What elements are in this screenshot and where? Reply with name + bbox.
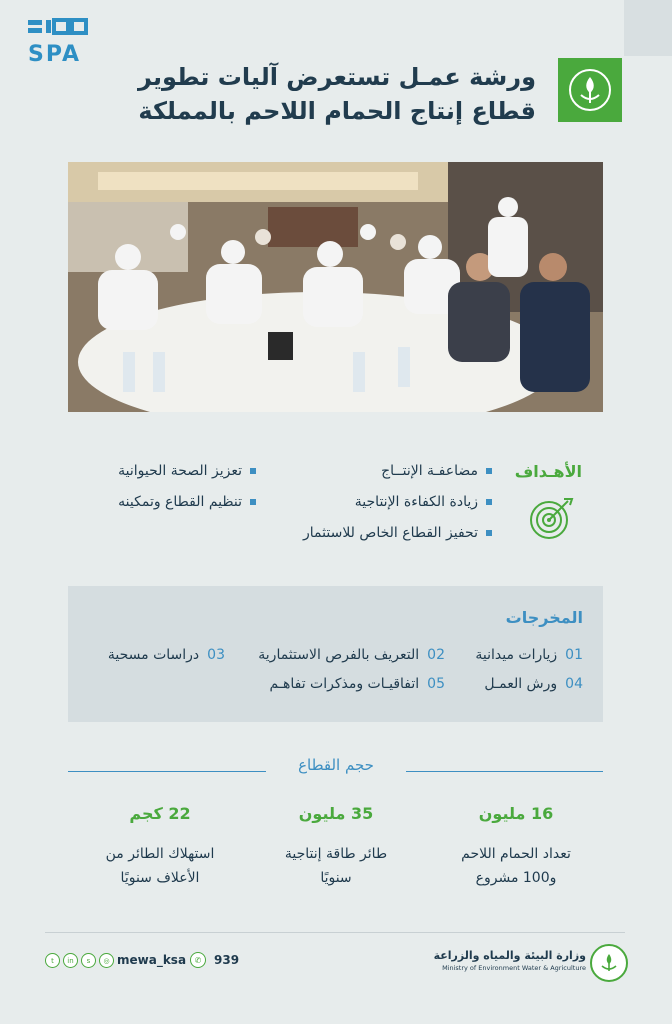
ministry-logo-icon [590, 944, 628, 982]
bullet-icon [486, 530, 492, 536]
goal-item: تحفيز القطاع الخاص للاستثمار [303, 525, 492, 541]
footer-divider [45, 932, 625, 933]
stat-description: استهلاك الطائر من الأعلاف سنويًا [105, 846, 215, 886]
title-line-1: ورشة عمـل تستعرض آليات تطوير [138, 63, 536, 91]
outputs-heading: المخرجات [505, 608, 583, 627]
page-title [116, 60, 536, 128]
output-item: 05اتفاقيـات ومذكرات تفاهـم [269, 676, 445, 692]
spa-wordmark-arabic [28, 18, 88, 40]
output-item: 02التعريف بالفرص الاستثمارية [258, 647, 445, 663]
linkedin-icon[interactable]: in [63, 953, 78, 968]
snapchat-icon[interactable]: s [81, 953, 96, 968]
ministry-name-arabic: وزارة البيئة والمياه والزراعة [433, 949, 586, 962]
goal-item: مضاعفـة الإنتــاج [381, 463, 492, 479]
goal-item: زيادة الكفاءة الإنتاجية [355, 494, 492, 510]
target-icon [528, 495, 574, 541]
ministry-emblem-icon [558, 58, 622, 122]
bullet-icon [250, 468, 256, 474]
goal-item: تعزيز الصحة الحيوانية [118, 463, 256, 479]
stat-value: 22 كجم [129, 804, 191, 823]
goals-heading: الأهـداف [514, 462, 582, 481]
social-handle[interactable]: mewa_ksa [117, 953, 187, 967]
stat-description: طائر طاقة إنتاجية سنويًا [284, 846, 388, 886]
outputs-panel [68, 586, 603, 722]
spa-logo [28, 18, 88, 67]
phone-icon: ✆ [190, 952, 206, 968]
twitter-icon[interactable]: t [45, 953, 60, 968]
bullet-icon [486, 499, 492, 505]
title-line-2: قطاع إنتاج الحمام اللاحم بالمملكة [138, 97, 536, 125]
output-item: 03دراسات مسحية [107, 647, 225, 663]
output-item: 04ورش العمـل [484, 676, 583, 692]
spa-wordmark: SPA [28, 42, 81, 67]
social-links [45, 953, 114, 968]
sector-heading: حجم القطاع [298, 756, 374, 774]
corner-decoration [624, 0, 672, 56]
output-item: 01زيارات ميدانية [475, 647, 583, 663]
goal-item: تنظيم القطاع وتمكينه [118, 494, 256, 510]
bullet-icon [486, 468, 492, 474]
stat-description: تعداد الحمام اللاحم و100 مشروع [461, 846, 571, 886]
stat-value: 35 مليون [298, 804, 374, 823]
instagram-icon[interactable]: ◎ [99, 953, 114, 968]
phone-number[interactable]: 939 [214, 953, 240, 967]
stat-value: 16 مليون [478, 804, 554, 823]
workshop-photo [68, 162, 603, 412]
ministry-name-english: Ministry of Environment Water & Agriculture [442, 964, 586, 972]
bullet-icon [250, 499, 256, 505]
